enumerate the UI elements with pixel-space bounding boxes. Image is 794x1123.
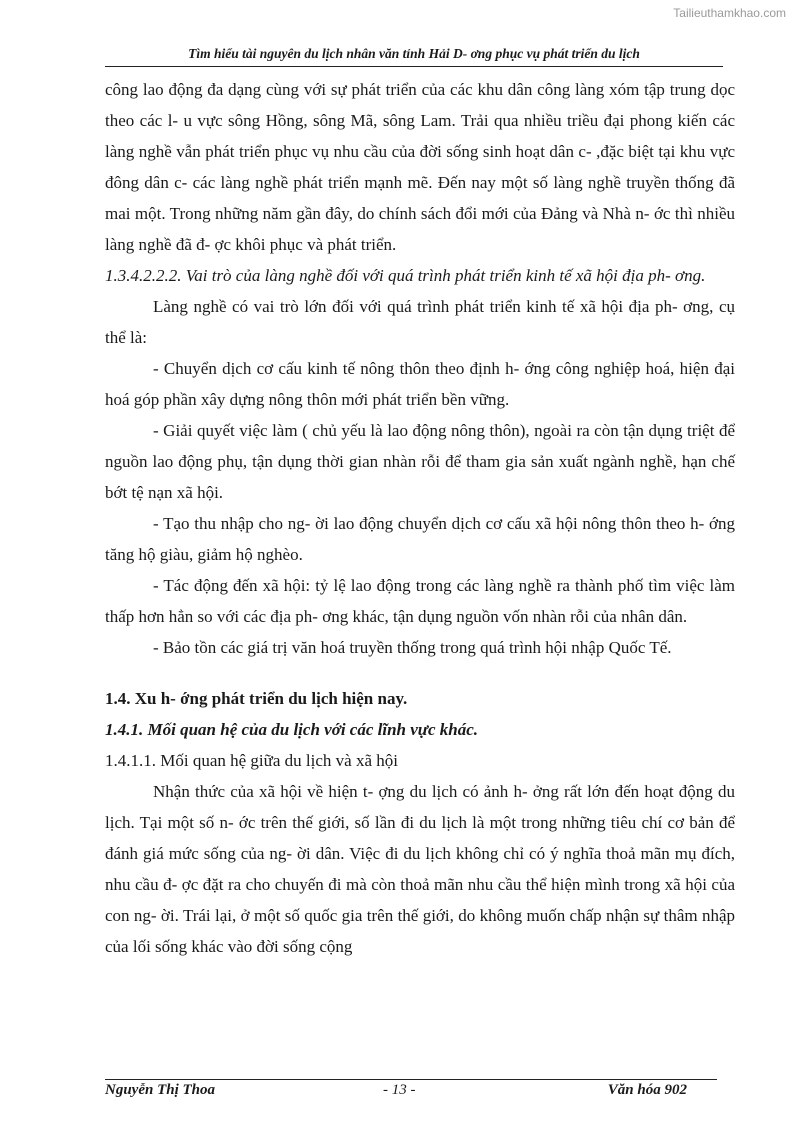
bullet-item: - Tác động đến xã hội: tỷ lệ lao động trong các làng nghề ra thành phố tìm việc làm thấp hơn hẳn so với các địa ph- ơng khác, tận dụng nguồn vốn nhàn rỗi của nhân dân. [105, 576, 735, 626]
paragraph-tourism-society: Nhận thức của xã hội về hiện t- ợng du lịch có ảnh h- ởng rất lớn đến hoạt động du lịch. Tại một số n- ớc trên thế giới, số lần đi du lịch là một trong những tiêu chí cơ bản để đánh giá mức sống của ng- ời dân. Việc đi du lịch không chỉ có ý nghĩa thoả mãn mụ đích, nhu cầu đ- ợc đặt ra cho chuyến đi mà còn thoả mãn nhu cầu thể hiện mình trong xã hội của con ng- ời. Trái lại, ở một số quốc gia trên thế giới, do không muốn chấp nhận sự thâm nhập của lối sống khác vào đời sống cộng [105, 782, 735, 956]
page-footer [105, 1082, 717, 1106]
section-heading: 1.4. Xu h- ớng phát triển du lịch hiện nay. [105, 689, 408, 708]
footer-course: Văn hóa 902 [607, 1082, 687, 1098]
bullet-item: - Giải quyết việc làm ( chủ yếu là lao động nông thôn), ngoài ra còn tận dụng triệt để nguồn lao động phụ, tận dụng thời gian nhàn rỗi để tham gia sản xuất ngành nghề, hạn chế bớt tệ nạn xã hội. [105, 421, 735, 502]
paragraph-continuation: công lao động đa dạng cùng với sự phát triển của các khu dân công làng xóm tập trung dọc theo các l- u vực sông Hồng, sông Mã, sông Lam. Trải qua nhiều triều đại phong kiến các làng nghề vẫn phát triển phục vụ nhu cầu của đời sống sinh hoạt dân c- ,đặc biệt tại khu vực đông dân c- các làng nghề phát triển mạnh mẽ. Đến nay một số làng nghề truyền thống đã mai một. Trong những năm gần đây, do chính sách đổi mới của Đảng và Nhà n- ớc thì nhiều làng nghề đã đ- ợc khôi phục và phát triển. [105, 80, 735, 254]
document-body [105, 74, 735, 962]
footer-author: Nguyễn Thị Thoa [105, 1082, 216, 1098]
subheading-role-of-craft-villages: 1.3.4.2.2.2. Vai trò của làng nghề đối với quá trình phát triển kinh tế xã hội địa ph- ơng. [105, 266, 706, 285]
subsubsection-heading: 1.4.1.1. Mối quan hệ giữa du lịch và xã hội [105, 751, 398, 770]
watermark-text: Tailieuthamkhao.com [673, 6, 786, 20]
page-header-title: Tìm hiểu tài nguyên du lịch nhân văn tỉnh Hải D- ơng phục vụ phát triển du lịch [105, 46, 723, 67]
footer-page-number: - 13 - [383, 1082, 416, 1098]
bullet-item: - Bảo tồn các giá trị văn hoá truyền thống trong quá trình hội nhập Quốc Tế. [153, 638, 672, 657]
subsection-heading: 1.4.1. Mối quan hệ của du lịch với các lĩnh vực khác. [105, 720, 479, 739]
bullet-item: - Tạo thu nhập cho ng- ời lao động chuyển dịch cơ cấu xã hội nông thôn theo h- ớng tăng hộ giàu, giảm hộ nghèo. [105, 514, 735, 564]
footer-divider [105, 1079, 717, 1080]
paragraph-intro-roles: Làng nghề có vai trò lớn đối với quá trình phát triển kinh tế xã hội địa ph- ơng, cụ thể là: [105, 297, 735, 347]
bullet-item: - Chuyển dịch cơ cấu kinh tế nông thôn theo định h- ớng công nghiệp hoá, hiện đại hoá góp phần xây dựng nông thôn mới phát triển bền vững. [105, 359, 735, 409]
